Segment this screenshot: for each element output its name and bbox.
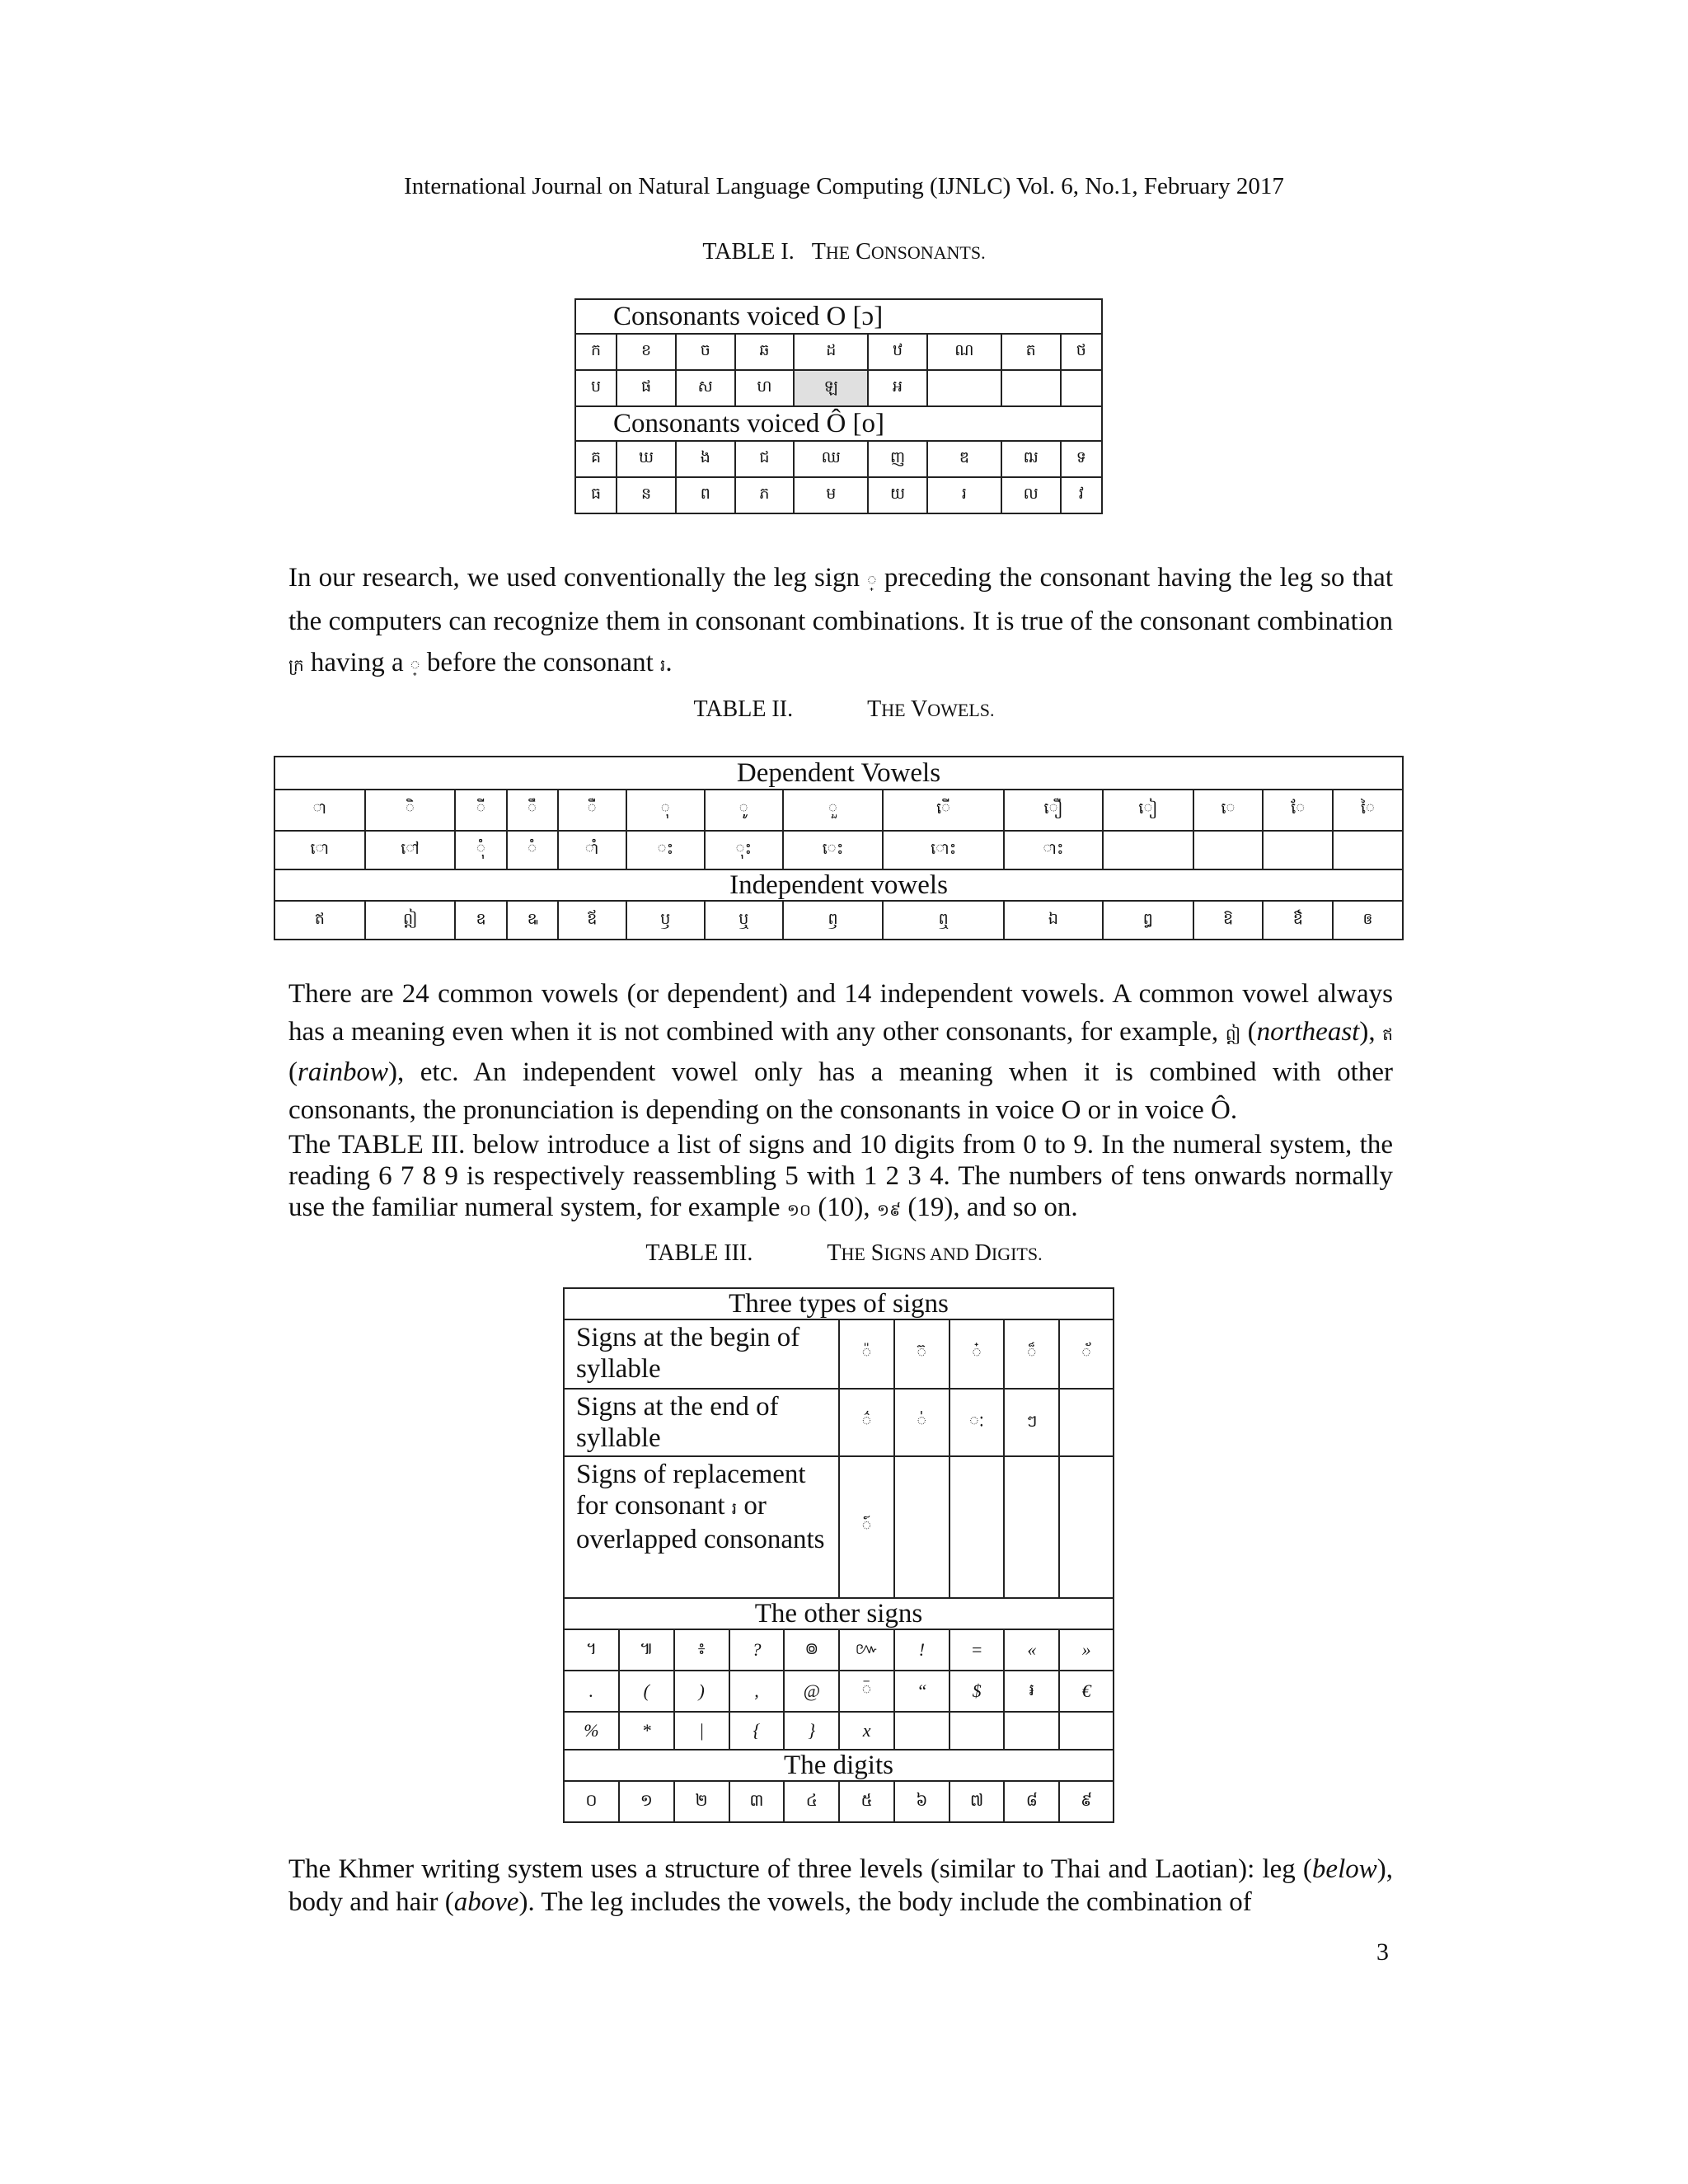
table2-cell: ំ: [507, 831, 558, 869]
table2-cell: ាះ: [1004, 831, 1103, 869]
page-number: 3: [1376, 1938, 1389, 1966]
table3-title-s: S: [870, 1240, 884, 1266]
table1-cell: ណ: [927, 334, 1001, 370]
table1-consonants: [574, 298, 1103, 514]
table1-band-voiced-o-hat: Consonants voiced Ô [o]: [575, 406, 1102, 441]
table3-cell: »: [1059, 1629, 1114, 1671]
table3-cell: ៈ: [950, 1389, 1005, 1456]
table3-cell: [1059, 1389, 1114, 1456]
para3-text-2: ), body and hair (: [288, 1854, 1393, 1917]
table2-cell: ឭ: [783, 901, 884, 940]
table3-band-other-signs: The other signs: [564, 1598, 1114, 1629]
paragraph-leg-sign: [288, 557, 1393, 686]
table1-cell: ហ: [735, 370, 795, 406]
table3-band-three-types: Three types of signs: [564, 1288, 1114, 1319]
table2-cell: ៅ: [365, 831, 456, 869]
table2-title-t: T: [867, 696, 882, 722]
table3-title-igits: IGITS.: [991, 1244, 1043, 1264]
table3-digit: ៣: [729, 1781, 785, 1822]
table3-digit: ៦: [894, 1781, 950, 1822]
paragraph-vowels: [288, 975, 1393, 1226]
table2-cell: ុះ: [705, 831, 783, 869]
table1-cell: ឃ: [617, 441, 676, 477]
para2-text-7: (10),: [811, 1193, 877, 1222]
table2-cell: ើ: [883, 790, 1004, 831]
table1-cell: ជ: [735, 441, 795, 477]
para2-numeral-10: ១០: [786, 1200, 812, 1220]
table2-cell: ា: [274, 790, 365, 831]
table1-cell: ថ: [1061, 334, 1102, 370]
table3-label-begin: Signs at the begin of syllable: [564, 1319, 839, 1389]
table2-title-owels: OWELS.: [927, 700, 995, 720]
table3-cell: ៗ: [1004, 1389, 1059, 1456]
table2-cell: [1263, 831, 1333, 869]
table3-digit: ១: [619, 1781, 674, 1822]
table2-cell: េ: [1193, 790, 1264, 831]
table2-cell: ឿ: [1004, 790, 1103, 831]
table2-cell: ឹ: [507, 790, 558, 831]
table3-digit: ៩: [1059, 1781, 1114, 1822]
table1-cell: ក: [575, 334, 617, 370]
table1-cell: ផ: [617, 370, 676, 406]
para3-text-3: ). The leg includes the vowels, the body include the combination of: [518, 1887, 1252, 1917]
table1-title-he: HE: [825, 242, 851, 263]
table1-cell: ច: [676, 334, 735, 370]
table1-cell: ឍ: [1001, 441, 1061, 477]
table1-cell: ត: [1001, 334, 1061, 370]
table1-row: [575, 441, 1102, 477]
table3-cell: «: [1004, 1629, 1059, 1671]
table3-row-other: [564, 1629, 1114, 1671]
table3-digit: ៧: [950, 1781, 1005, 1822]
table3-cell: $: [950, 1671, 1005, 1712]
table1-title-t: T: [811, 239, 826, 265]
table2-cell: ុំ: [455, 831, 506, 869]
table3-cell: [1059, 1712, 1114, 1750]
table3-cell: =: [950, 1629, 1005, 1671]
table2-cell: ូ: [705, 790, 783, 831]
table1-cell: អ: [868, 370, 927, 406]
table2-cell: [1333, 831, 1403, 869]
table3-cell: [950, 1712, 1005, 1750]
table1-cell: [927, 370, 1001, 406]
para2-text-2: (: [1240, 1017, 1257, 1047]
para1-text-1: In our research, we used conventionally the leg sign: [288, 563, 868, 593]
table3-cell: *: [619, 1712, 674, 1750]
table2-cell: ឬ: [705, 901, 783, 940]
para1-text-3: having a: [303, 648, 410, 677]
table3-cell: [1004, 1456, 1059, 1598]
table3-cell: .: [564, 1671, 619, 1712]
table3-cell: ៚: [839, 1629, 894, 1671]
para2-text-3: ),: [1359, 1017, 1383, 1047]
table2-cell: ែ: [1263, 790, 1333, 831]
table1-cell: ដ: [794, 334, 868, 370]
table3-cell: %: [564, 1712, 619, 1750]
table2-cell: ឦ: [365, 901, 456, 940]
table2-cell: ឯ: [1004, 901, 1103, 940]
para2-example-1: ឦ: [1225, 1024, 1240, 1044]
table2-cell: ឳ: [1263, 901, 1333, 940]
table3-cell: ៉: [839, 1319, 894, 1389]
table3-cell: x: [839, 1712, 894, 1750]
table3-cell: @: [784, 1671, 839, 1712]
table1-cell: ឆ: [735, 334, 795, 370]
table1-cell: ម: [794, 477, 868, 513]
table1-band-voiced-o: Consonants voiced O [ɔ]: [575, 299, 1102, 334]
table2-title-v: V: [911, 696, 928, 722]
table3-row-replacement: [564, 1456, 1114, 1598]
paragraph-writing-system: [288, 1853, 1393, 1919]
table2-caption: [0, 696, 1688, 723]
table3-row-begin: [564, 1319, 1114, 1389]
table3-cell: ៕: [619, 1629, 674, 1671]
table3-row-other: [564, 1712, 1114, 1750]
table2-cell: ឮ: [883, 901, 1004, 940]
table2-cell: ោ: [274, 831, 365, 869]
table3-cell: !: [894, 1629, 950, 1671]
table3-replacement-text-1: Signs of replacement for consonant: [576, 1460, 806, 1521]
table2-cell: ឧ: [455, 901, 506, 940]
table2-title-he: HE: [881, 700, 906, 720]
para1-combination: ក្រ: [288, 655, 304, 675]
table2-cell: ះ: [626, 831, 705, 869]
table3-title-t: T: [827, 1240, 842, 1266]
table3-cell: ,: [729, 1671, 785, 1712]
table2-cell: ឪ: [558, 901, 626, 940]
table1-cell: ឈ: [794, 441, 868, 477]
table3-cell: [1059, 1456, 1114, 1598]
table1-cell: យ: [868, 477, 927, 513]
table2-cell: ឥ: [274, 901, 365, 940]
table2-cell: ិ: [365, 790, 456, 831]
table1-row: [575, 334, 1102, 370]
table3-cell: }: [784, 1712, 839, 1750]
table3-row-other: [564, 1671, 1114, 1712]
table1-cell: ន: [617, 477, 676, 513]
table1-row: [575, 370, 1102, 406]
table1-cell: ព: [676, 477, 735, 513]
table3-cell: (: [619, 1671, 674, 1712]
table3-digit: ៥: [839, 1781, 894, 1822]
para3-word-below: below: [1311, 1854, 1377, 1884]
table3-cell: ៎: [950, 1319, 1005, 1389]
table3-cell: |: [674, 1712, 729, 1750]
table3-cell: [1004, 1712, 1059, 1750]
table2-cell: ឩ: [507, 901, 558, 940]
table2-cell: ឲ: [1333, 901, 1403, 940]
table3-cell: “: [894, 1671, 950, 1712]
table3-cell: ់: [894, 1389, 950, 1456]
table3-cell: ?: [729, 1629, 785, 1671]
table1-label: TABLE I.: [702, 239, 795, 265]
table3-title-he: HE: [841, 1244, 865, 1264]
table3-row-end: [564, 1389, 1114, 1456]
table3-label: TABLE III.: [645, 1240, 753, 1266]
para1-leg-sign: ្: [867, 570, 877, 590]
para2-text-1: There are 24 common vowels (or dependent) and 14 independent vowels. A common vowel always has a meaning even when it is not combined with any other consonants, for example,: [288, 979, 1393, 1047]
table1-cell: ស: [676, 370, 735, 406]
table3-cell: {: [729, 1712, 785, 1750]
table3-cell: ៑: [839, 1671, 894, 1712]
table3-cell: [894, 1712, 950, 1750]
table1-caption: [0, 239, 1688, 265]
para1-text-4: before the consonant: [420, 648, 660, 677]
table3-signs-digits: [563, 1287, 1114, 1823]
table3-cell: [894, 1456, 950, 1598]
para1-text-2: preceding the consonant having the leg so that the computers can recognize them in consonant combinations. It is true of the consonant combination: [288, 563, 1393, 636]
table3-band-digits: The digits: [564, 1750, 1114, 1781]
table1-cell: គ: [575, 441, 617, 477]
table3-cell: ។: [564, 1629, 619, 1671]
table2-band-independent: Independent vowels: [274, 869, 1403, 901]
para2-example-1-meaning: northeast: [1256, 1017, 1360, 1047]
table1-cell: ល: [1001, 477, 1061, 513]
table1-cell: រ: [927, 477, 1001, 513]
table3-digit: ៤: [784, 1781, 839, 1822]
table3-label-replacement: [564, 1456, 839, 1598]
table3-replacement-consonant: រ: [731, 1498, 738, 1518]
table1-cell: ធ: [575, 477, 617, 513]
table1-cell: ឋ: [868, 334, 927, 370]
table3-cell: ៏: [1004, 1319, 1059, 1389]
table2-cell: ឺ: [558, 790, 626, 831]
para2-numeral-19: ១៩: [876, 1200, 902, 1220]
table2-cell: ាំ: [558, 831, 626, 869]
table1-cell: ប: [575, 370, 617, 406]
table1-cell-highlighted: ឡ: [794, 370, 868, 406]
table3-row-digits: [564, 1781, 1114, 1822]
table3-cell: ): [674, 1671, 729, 1712]
table3-label-end: Signs at the end of syllable: [564, 1389, 839, 1456]
table2-label: TABLE II.: [693, 696, 794, 722]
table2-vowels: [274, 756, 1404, 940]
para2-text-8: (19), and so on.: [901, 1193, 1078, 1222]
table2-band-dependent: Dependent Vowels: [274, 757, 1403, 790]
table1-cell: ញ: [868, 441, 927, 477]
table2-cell: [1193, 831, 1264, 869]
table1-cell: ង: [676, 441, 735, 477]
para2-text-4: (: [288, 1057, 298, 1087]
table3-title-d: D: [974, 1240, 992, 1266]
table2-cell: [1103, 831, 1193, 869]
table2-cell: ី: [455, 790, 506, 831]
table3-cell: ៊: [894, 1319, 950, 1389]
table1-cell: ខ: [617, 334, 676, 370]
para2-text-6: The TABLE III. below introduce a list of signs and 10 digits from 0 to 9. In the numeral system, the reading 6 7 8 9 is respectively reassembling 5 with 1 2 3 4. The numbers of tens onwards normally use the familiar numeral system, for example: [288, 1130, 1393, 1222]
table1-title-onsonants: ONSONANTS.: [870, 242, 986, 263]
table1-title-c: C: [856, 239, 871, 265]
table1-cell: វ: [1061, 477, 1102, 513]
table2-cell: ឱ: [1193, 901, 1264, 940]
table2-row: [274, 831, 1403, 869]
table3-cell: [950, 1456, 1005, 1598]
para1-leg-sign-2: ្: [410, 655, 420, 675]
table1-cell: [1061, 370, 1102, 406]
table2-cell: ៃ: [1333, 790, 1403, 831]
table2-cell: ៀ: [1103, 790, 1193, 831]
table1-cell: [1001, 370, 1061, 406]
para2-text-5: ), etc. An independent vowel only has a meaning when it is combined with other consonants, the pronunciation is depending on the consonants in voice O or in voice Ô.: [288, 1057, 1393, 1125]
table2-row: [274, 790, 1403, 831]
table2-cell: ោះ: [883, 831, 1004, 869]
table1-cell: ទ: [1061, 441, 1102, 477]
table2-cell: ុ: [626, 790, 705, 831]
table2-cell: ឰ: [1103, 901, 1193, 940]
table3-cell: ៙: [784, 1629, 839, 1671]
table3-digit: ៨: [1004, 1781, 1059, 1822]
table3-cell: €: [1059, 1671, 1114, 1712]
para1-text-5: .: [665, 648, 673, 677]
table3-caption: [0, 1240, 1688, 1267]
table3-title-igns-and: IGNS AND: [884, 1244, 969, 1264]
table3-digit: ២: [674, 1781, 729, 1822]
table2-cell: ឫ: [626, 901, 705, 940]
table1-cell: ភ: [735, 477, 795, 513]
table3-cell: ័: [1059, 1319, 1114, 1389]
para3-text-1: The Khmer writing system uses a structure of three levels (similar to Thai and Laotian): leg (: [288, 1854, 1312, 1884]
table3-replacement-text-2: or overlapped consonants: [576, 1491, 825, 1554]
table3-cell: ៖: [674, 1629, 729, 1671]
table3-digit: ០: [564, 1781, 619, 1822]
table2-row: [274, 901, 1403, 940]
table1-row: [575, 477, 1102, 513]
para3-word-above: above: [453, 1887, 519, 1917]
table3-cell: ៛: [1004, 1671, 1059, 1712]
para2-example-2: ឥ: [1382, 1024, 1393, 1044]
table2-cell: ួ: [783, 790, 884, 831]
table2-cell: េះ: [783, 831, 884, 869]
running-header: International Journal on Natural Language Computing (IJNLC) Vol. 6, No.1, February 2017: [404, 173, 1284, 199]
para1-consonant: រ: [660, 655, 666, 675]
para2-example-2-meaning: rainbow: [298, 1057, 389, 1087]
table1-cell: ឌ: [927, 441, 1001, 477]
table3-cell: ៌: [839, 1389, 894, 1456]
table3-cell: ៍: [839, 1456, 894, 1598]
